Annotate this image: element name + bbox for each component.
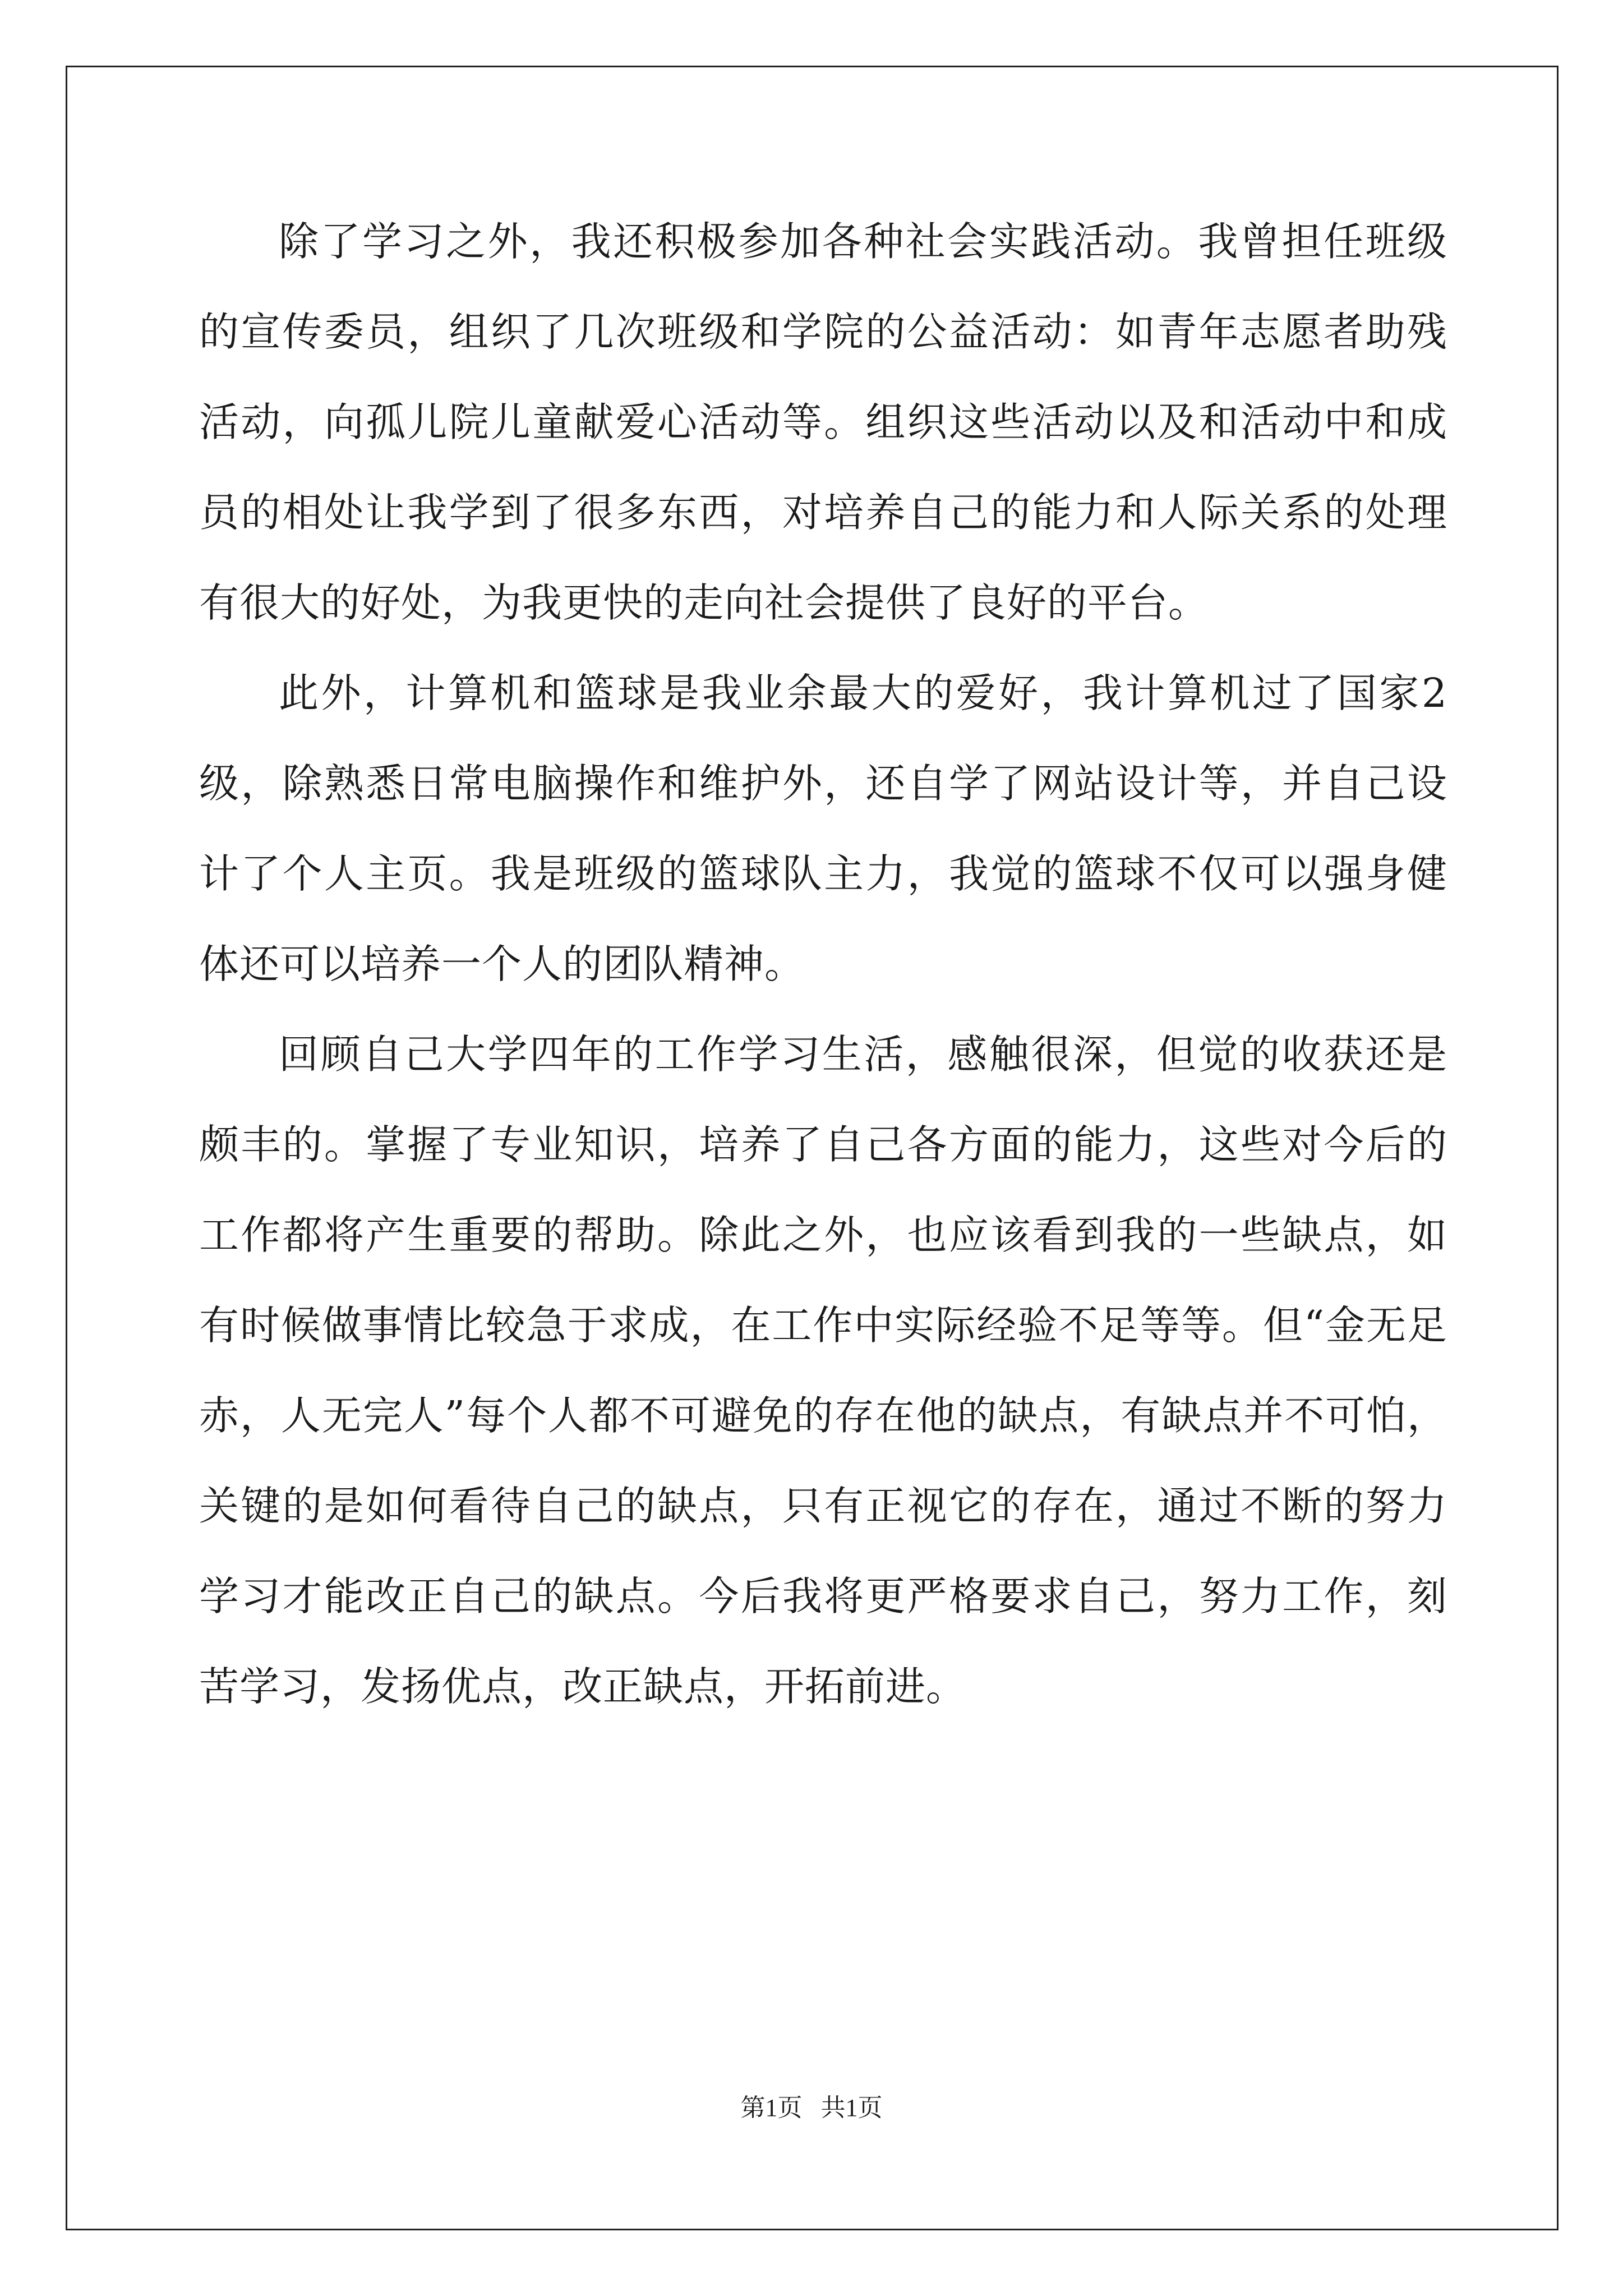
page-footer: [0, 2091, 1623, 2125]
paragraph-hobbies: 此外，计算机和篮球是我业余最大的爱好，我计算机过了国家2级，除熟悉日常电脑操作和维护外，还自学了网站设计等，并自己设计了个人主页。我是班级的篮球队主力，我觉的篮球不仅可以强身健体还可以培养一个人的团队精神。: [199, 670, 1447, 987]
document-body: [199, 196, 1447, 1732]
paragraph-reflection: 回顾自己大学四年的工作学习生活，感触很深，但觉的收获还是颇丰的。掌握了专业知识，培养了自己各方面的能力，这些对今后的工作都将产生重要的帮助。除此之外，也应该看到我的一些缺点，如有时候做事情比较急于求成，在工作中实际经验不足等等。但“金无足赤，人无完人”每个人都不可避免的存在他的缺点，有缺点并不可怕，关键的是如何看待自己的缺点，只有正视它的存在，通过不断的努力学习才能改正自己的缺点。今后我将更严格要求自己，努力工作，刻苦学习，发扬优点，改正缺点，开拓前进。: [199, 1031, 1447, 1710]
paragraph-social-practice: 除了学习之外，我还积极参加各种社会实践活动。我曾担任班级的宣传委员，组织了几次班级和学院的公益活动：如青年志愿者助残活动，向孤儿院儿童献爱心活动等。组织这些活动以及和活动中和成员的相处让我学到了很多东西，对培养自己的能力和人际关系的处理有很大的好处，为我更快的走向社会提供了良好的平台。: [199, 218, 1447, 626]
page-number-indicator: 第1页 共1页: [740, 2094, 883, 2122]
